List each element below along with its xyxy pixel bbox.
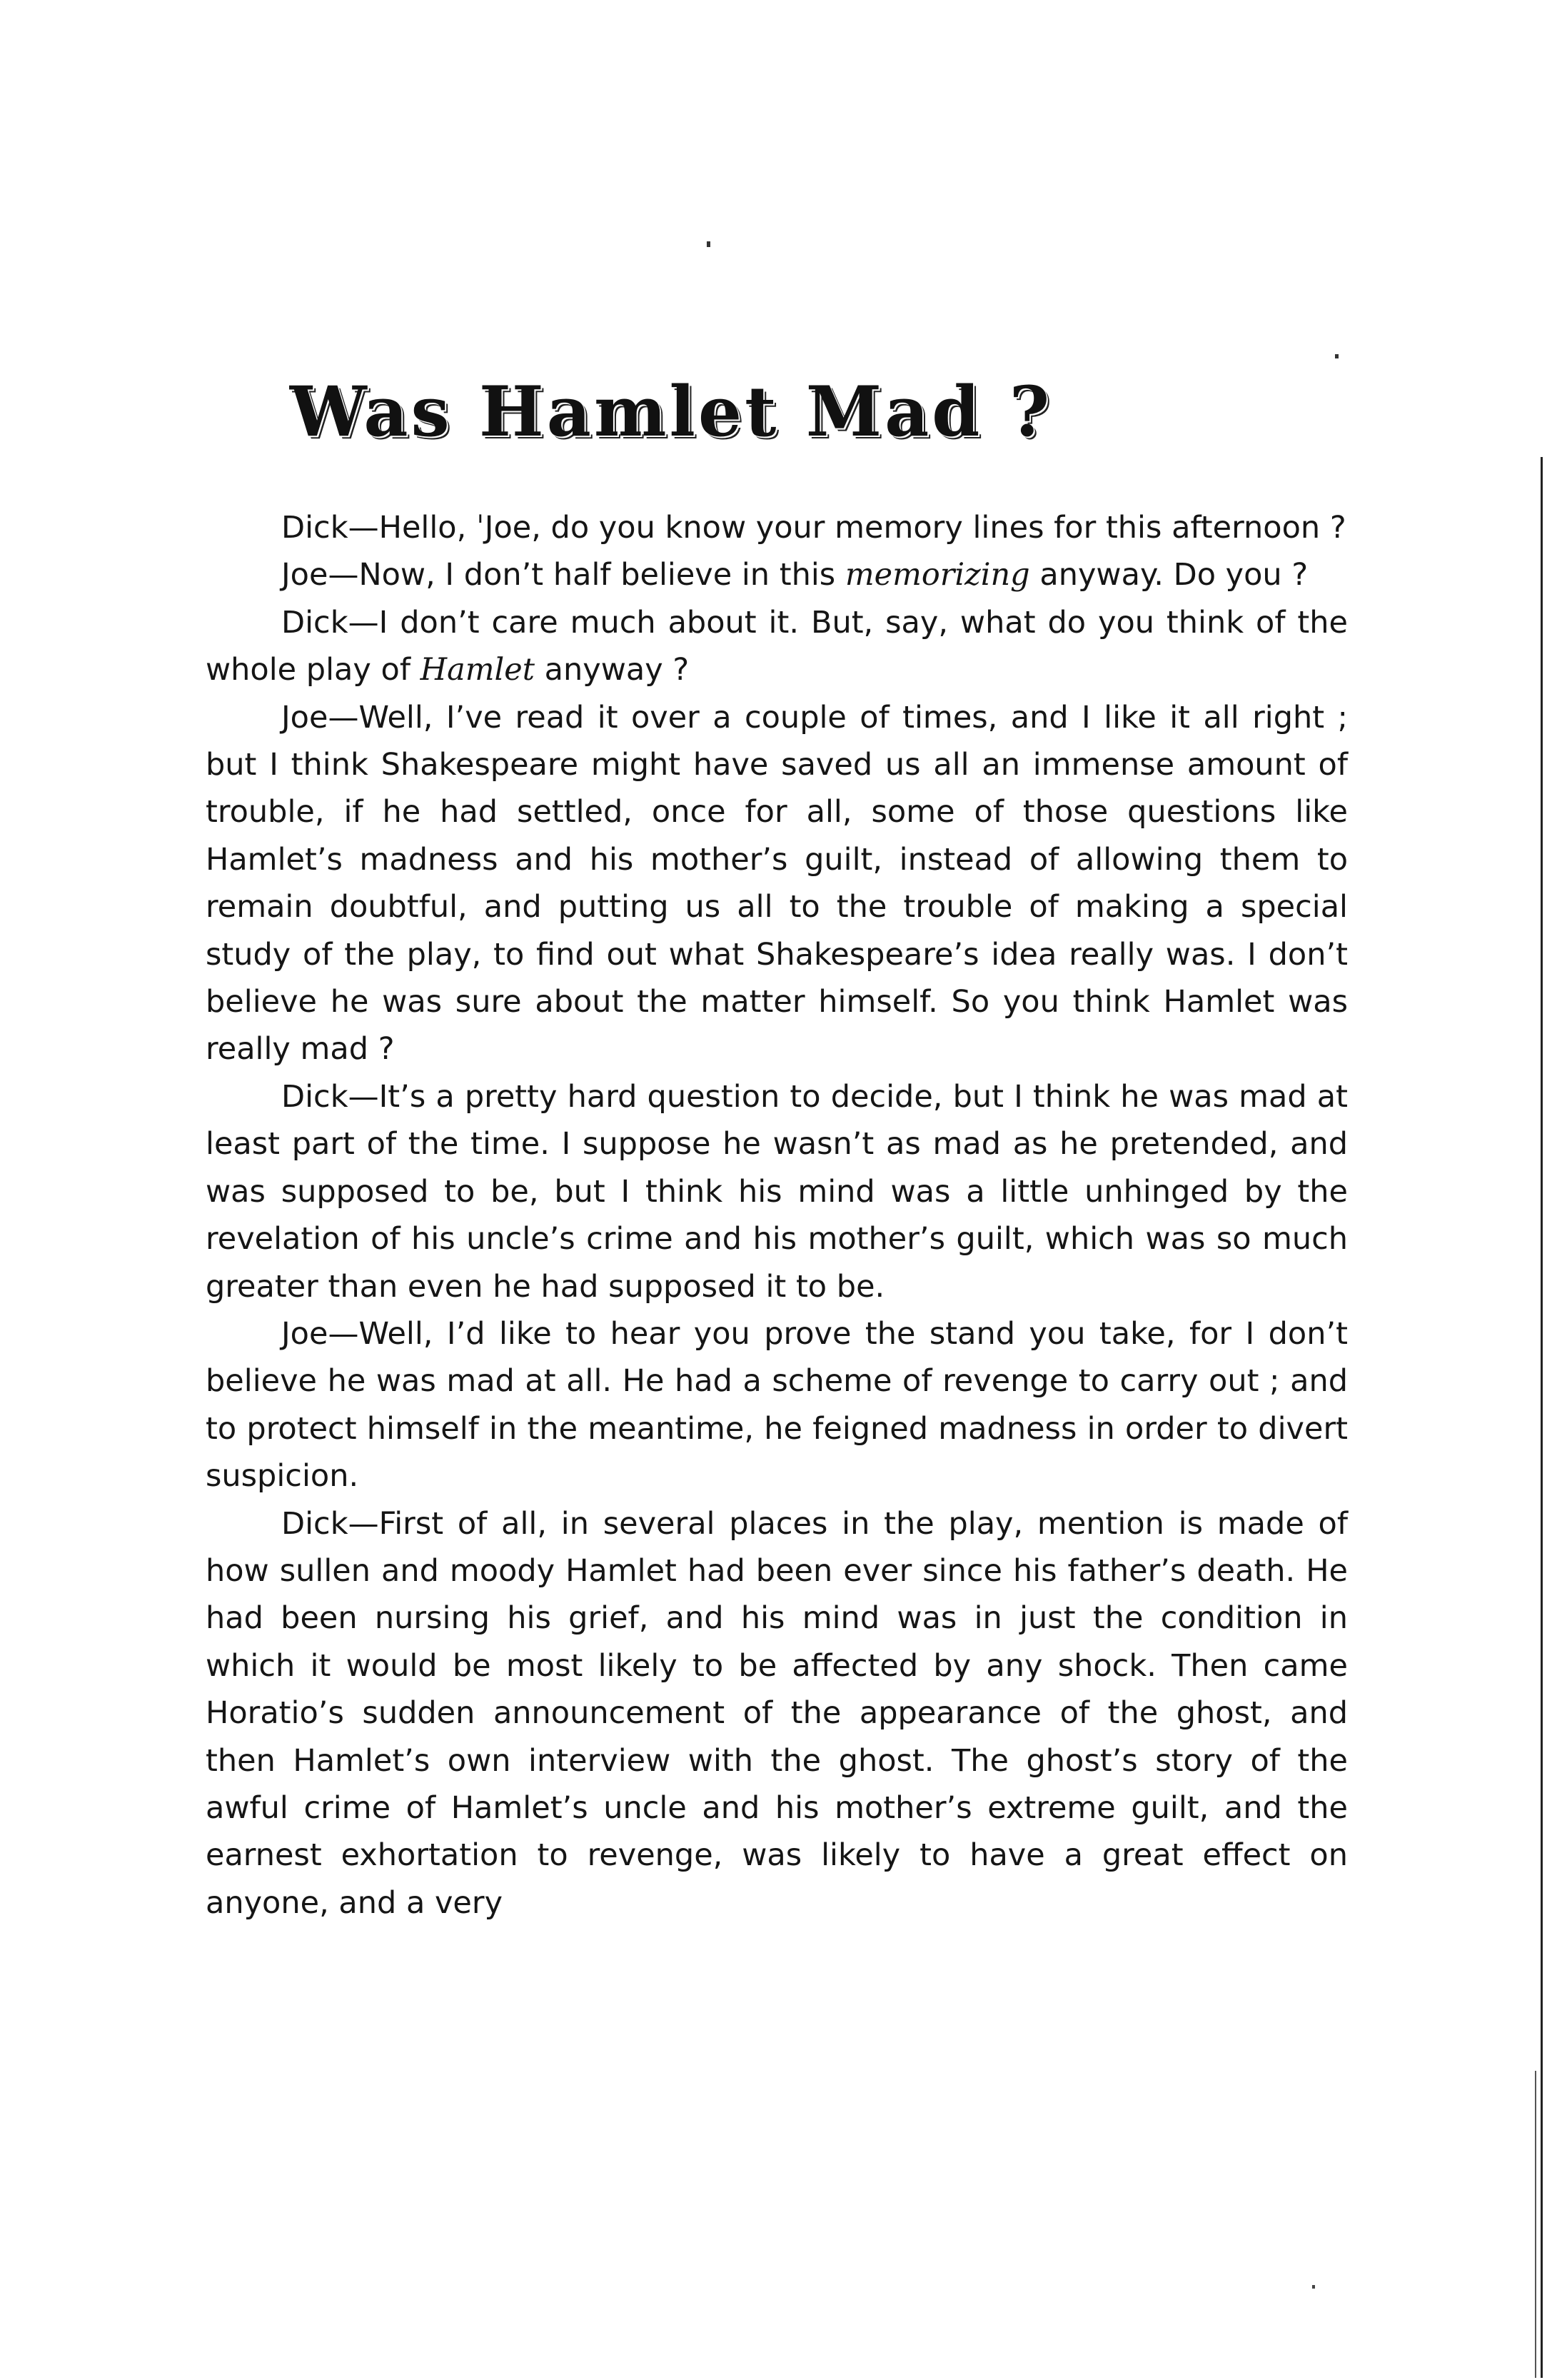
paragraph [206,599,1348,694]
paragraph-text: anyway. Do you ? [1029,557,1309,593]
page-title: Was Hamlet Mad ? [289,371,1053,452]
speaker-name: Dick [281,604,348,641]
paragraph [206,1073,1348,1310]
paragraph [206,551,1348,598]
paragraph [206,1500,1348,1927]
page-edge-line [1541,457,1543,2378]
speck-mark [707,241,710,247]
paragraph-text: —Now, I don’t half believe in this [328,557,845,593]
paragraph-text: —First of all, in several places in the play, mention is made of how sullen and moody Hamlet had been ever since his father’s death. He had been nursing his grief, and his mind was in just the condition in which it would be most likely to be affected by any shock. Then came Horatio’s sudden announcement of the appearance of the ghost, and then Hamlet’s own interview with the ghost. The ghost’s story of the awful crime of Hamlet’s uncle and his mother’s extreme guilt, and the earnest exhortation to revenge, was likely to have a great effect on anyone, and a very [206,1505,1348,1921]
paragraph [206,694,1348,1073]
body-text [206,504,1348,1927]
speaker-name: Joe [281,699,328,735]
speaker-name: Dick [281,510,348,546]
speck-mark [1312,2285,1315,2289]
page-edge-line [1535,2071,1536,2378]
paragraph-text: —I don’t care much about it. But, say, what do you think of the whole play of [206,604,1348,688]
paragraph-text: —Hello, ˈJoe, do you know your memory lines for this afternoon ? [348,510,1346,546]
paragraph [206,504,1348,551]
speaker-name: Dick [281,1505,348,1542]
paragraph [206,1310,1348,1500]
emphasis-text: memorizing [845,557,1030,593]
emphasis-text: Hamlet [420,652,535,688]
paragraph-text: —It’s a pretty hard question to decide, but I think he was mad at least part of the time. I suppose he wasn’t as mad as he pretended, and was supposed to be, but I think his mind was a little unhinged by the revelation of his uncle’s crime and his mother’s guilt, which was so much greater than even he had supposed it to be. [206,1078,1348,1305]
paragraph-text: anyway ? [535,652,690,688]
speck-mark [1335,354,1339,358]
speaker-name: Joe [281,1315,328,1352]
speaker-name: Joe [281,557,328,593]
speaker-name: Dick [281,1078,348,1115]
paragraph-text: —Well, I’ve read it over a couple of times, and I like it all right ; but I think Shakespeare might have saved us all an immense amount of trouble, if he had settled, once for all, some of those questions like Hamlet’s madness and his mother’s guilt, instead of allowing them to remain doubtful, and putting us all to the trouble of making a special study of the play, to find out what Shakespeare’s idea really was. I don’t believe he was sure about the matter himself. So you think Hamlet was really mad ? [206,699,1348,1068]
paragraph-text: —Well, I’d like to hear you prove the stand you take, for I don’t believe he was mad at all. He had a scheme of revenge to carry out ; and to protect himself in the meantime, he feigned madness in order to divert suspicion. [206,1315,1348,1495]
